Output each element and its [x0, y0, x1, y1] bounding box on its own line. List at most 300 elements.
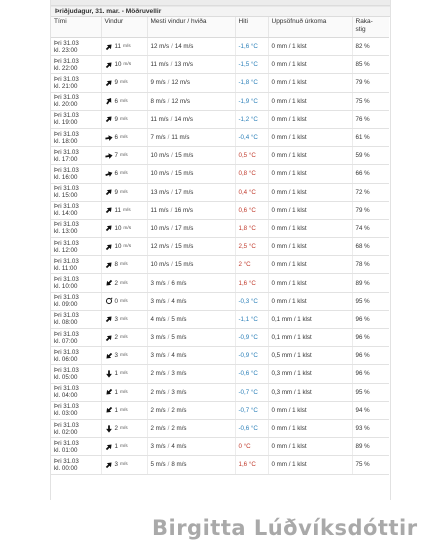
separator: / — [167, 370, 170, 378]
wind-speed: 9 — [114, 188, 118, 196]
time-cell — [51, 219, 101, 237]
gust-cell — [147, 383, 235, 401]
date-label: Þri 31.03 — [54, 221, 79, 229]
time-cell — [51, 92, 101, 110]
date-label: Þri 31.03 — [54, 403, 79, 411]
max-wind: 3 m/s — [150, 443, 166, 451]
max-wind: 9 m/s — [150, 79, 166, 87]
wind-speed: 9 — [114, 115, 118, 123]
wind-cell — [101, 219, 147, 237]
temperature-value: -1,1 — [238, 315, 250, 323]
max-wind: 11 m/s — [150, 206, 169, 214]
wind-speed: 1 — [114, 406, 118, 414]
max-wind: 13 m/s — [150, 188, 170, 196]
wind-speed: 1 — [114, 388, 118, 396]
temperature-unit: °C — [243, 443, 251, 451]
wind-cell — [101, 92, 147, 110]
temp-cell — [235, 401, 268, 419]
gust-cell — [147, 274, 235, 292]
max-gust: 14 m/s — [174, 115, 193, 123]
max-gust: 16 m/s — [174, 206, 193, 214]
max-wind: 10 m/s — [150, 152, 170, 160]
wind-direction-arrow-icon — [105, 224, 113, 232]
temp-cell — [235, 128, 268, 146]
separator: / — [167, 388, 170, 396]
wind-speed: 0 — [114, 297, 118, 305]
time-cell — [51, 256, 101, 274]
hour-label: kl. 16:00 — [54, 173, 78, 181]
temperature-unit: °C — [250, 425, 258, 433]
separator: / — [171, 43, 173, 51]
date-label: Þri 31.03 — [54, 130, 79, 138]
temp-cell — [235, 329, 268, 347]
max-wind: 10 m/s — [150, 261, 170, 269]
gust-cell — [147, 92, 235, 110]
separator: / — [167, 134, 170, 142]
temperature-unit: °C — [248, 188, 256, 196]
precip-cell: 0 mm / 1 klst — [268, 147, 352, 165]
wind-cell — [101, 365, 147, 383]
temp-cell — [235, 238, 268, 256]
humidity-cell: 94 % — [352, 401, 389, 419]
wind-unit: m/s — [119, 189, 128, 195]
humidity-cell: 78 % — [352, 256, 389, 274]
hour-label: kl. 14:00 — [54, 210, 78, 218]
wind-unit: m/s — [119, 371, 128, 377]
wind-speed: 6 — [114, 170, 118, 178]
max-wind: 3 m/s — [150, 352, 166, 360]
observation-table — [51, 17, 389, 475]
precip-cell: 0,1 mm / 1 klst — [268, 310, 352, 328]
temperature-unit: °C — [248, 243, 256, 251]
wind-unit: m/s — [122, 44, 131, 50]
table-row — [51, 310, 389, 328]
temp-cell — [235, 365, 268, 383]
wind-speed: 9 — [114, 79, 118, 87]
max-wind: 10 m/s — [150, 170, 170, 178]
temp-cell — [235, 292, 268, 310]
hour-label: kl. 19:00 — [54, 119, 78, 127]
wind-cell — [101, 401, 147, 419]
table-row — [51, 38, 389, 56]
separator: / — [171, 224, 173, 232]
temperature-value: -0,6 — [238, 370, 250, 378]
gust-cell — [147, 128, 235, 146]
col-header-wind: Vindur — [101, 17, 147, 38]
wind-cell — [101, 201, 147, 219]
wind-cell — [101, 419, 147, 437]
table-row — [51, 292, 389, 310]
wind-cell — [101, 438, 147, 456]
wind-speed: 2 — [114, 425, 118, 433]
time-cell — [51, 438, 101, 456]
precip-cell: 0 mm / 1 klst — [268, 74, 352, 92]
hour-label: kl. 01:00 — [54, 446, 78, 454]
gust-cell — [147, 38, 235, 56]
gust-cell — [147, 201, 235, 219]
max-gust: 5 m/s — [171, 315, 187, 323]
date-label: Þri 31.03 — [54, 148, 79, 156]
hour-label: kl. 13:00 — [54, 228, 78, 236]
table-row — [51, 238, 389, 256]
max-gust: 13 m/s — [174, 61, 193, 69]
precip-cell: 0 mm / 1 klst — [268, 274, 352, 292]
gust-cell — [147, 310, 235, 328]
hour-label: kl. 20:00 — [54, 101, 78, 109]
wind-unit: m/s — [119, 153, 128, 159]
observation-panel — [50, 0, 391, 500]
max-gust: 3 m/s — [171, 370, 187, 378]
table-row — [51, 438, 389, 456]
wind-speed: 2 — [114, 334, 118, 342]
hour-label: kl. 08:00 — [54, 319, 78, 327]
temperature-value: 0,5 — [238, 152, 248, 160]
max-wind: 5 m/s — [150, 461, 166, 469]
separator: / — [167, 425, 170, 433]
time-cell — [51, 383, 101, 401]
time-cell — [51, 128, 101, 146]
wind-speed: 3 — [114, 315, 118, 323]
time-cell — [51, 365, 101, 383]
wind-cell — [101, 256, 147, 274]
wind-cell — [101, 110, 147, 128]
wind-cell — [101, 165, 147, 183]
wind-unit: m/s — [119, 80, 128, 86]
date-label: Þri 31.03 — [54, 294, 79, 302]
wind-speed: 10 — [114, 224, 122, 232]
separator: / — [170, 206, 173, 214]
max-gust: 3 m/s — [171, 388, 187, 396]
separator: / — [171, 188, 173, 196]
temp-cell — [235, 219, 268, 237]
date-label: Þri 31.03 — [54, 457, 79, 465]
gust-cell — [147, 56, 235, 74]
max-wind: 3 m/s — [150, 334, 166, 342]
table-row — [51, 419, 389, 437]
separator: / — [167, 79, 170, 87]
temp-cell — [235, 256, 268, 274]
precip-cell: 0 mm / 1 klst — [268, 183, 352, 201]
max-wind: 8 m/s — [150, 97, 166, 105]
temperature-value: 0,8 — [238, 170, 248, 178]
humidity-cell: 75 % — [352, 456, 389, 474]
wind-speed: 3 — [114, 461, 118, 469]
hour-label: kl. 07:00 — [54, 337, 78, 345]
hour-label: kl. 22:00 — [54, 64, 78, 72]
hour-label: kl. 06:00 — [54, 355, 78, 363]
humidity-cell: 89 % — [352, 274, 389, 292]
max-gust: 5 m/s — [171, 334, 187, 342]
temperature-value: 2,5 — [238, 243, 248, 251]
temp-cell — [235, 438, 268, 456]
temperature-unit: °C — [250, 79, 258, 87]
max-wind: 12 m/s — [150, 243, 170, 251]
separator: / — [171, 170, 173, 178]
wind-unit: m/s — [122, 207, 131, 213]
table-row — [51, 56, 389, 74]
precip-cell: 0 mm / 1 klst — [268, 438, 352, 456]
time-cell — [51, 165, 101, 183]
max-gust: 2 m/s — [171, 406, 187, 414]
hour-label: kl. 02:00 — [54, 428, 78, 436]
temperature-value: -0,7 — [238, 406, 250, 414]
max-gust: 15 m/s — [174, 170, 194, 178]
max-wind: 12 m/s — [150, 43, 170, 51]
separator: / — [167, 279, 170, 287]
temperature-unit: °C — [248, 170, 256, 178]
time-cell — [51, 292, 101, 310]
table-row — [51, 165, 389, 183]
temperature-value: 2 — [238, 261, 242, 269]
wind-direction-arrow-icon — [105, 461, 113, 469]
gust-cell — [147, 438, 235, 456]
hour-label: kl. 18:00 — [54, 137, 78, 145]
time-cell — [51, 38, 101, 56]
precip-cell: 0,3 mm / 1 klst — [268, 383, 352, 401]
max-wind: 3 m/s — [150, 297, 166, 305]
precip-cell: 0 mm / 1 klst — [268, 292, 352, 310]
precip-cell: 0 mm / 1 klst — [268, 110, 352, 128]
wind-direction-arrow-icon — [105, 261, 113, 269]
temp-cell — [235, 74, 268, 92]
wind-speed: 2 — [114, 279, 118, 287]
precip-cell: 0 mm / 1 klst — [268, 219, 352, 237]
temperature-unit: °C — [250, 334, 258, 342]
hour-label: kl. 17:00 — [54, 155, 78, 163]
wind-unit: m/s — [119, 426, 128, 432]
gust-cell — [147, 347, 235, 365]
humidity-cell: 96 % — [352, 329, 389, 347]
wind-direction-arrow-icon — [105, 243, 113, 251]
temperature-unit: °C — [250, 406, 258, 414]
humidity-cell: 96 % — [352, 365, 389, 383]
max-gust: 8 m/s — [171, 461, 187, 469]
max-wind: 11 m/s — [150, 115, 169, 123]
max-wind: 2 m/s — [150, 370, 166, 378]
separator: / — [167, 443, 170, 451]
max-wind: 2 m/s — [150, 388, 166, 396]
wind-unit: m/s — [119, 407, 128, 413]
hour-label: kl. 21:00 — [54, 82, 78, 90]
photographer-watermark: Birgitta Lúðvíksdóttir — [152, 516, 418, 540]
precip-cell: 0,5 mm / 1 klst — [268, 347, 352, 365]
wind-direction-arrow-icon — [105, 279, 113, 287]
humidity-cell: 85 % — [352, 56, 389, 74]
time-cell — [51, 274, 101, 292]
col-header-temp: Hiti — [235, 17, 268, 38]
wind-direction-arrow-icon — [105, 43, 113, 51]
humidity-cell: 79 % — [352, 201, 389, 219]
wind-direction-arrow-icon — [105, 61, 113, 69]
temperature-unit: °C — [250, 43, 258, 51]
table-row — [51, 74, 389, 92]
wind-speed: 11 — [114, 43, 121, 51]
wind-speed: 7 — [114, 152, 118, 160]
temperature-unit: °C — [248, 206, 256, 214]
temperature-value: 0,4 — [238, 188, 248, 196]
temperature-unit: °C — [248, 224, 256, 232]
humidity-cell: 59 % — [352, 147, 389, 165]
temperature-value: -1,8 — [238, 79, 250, 87]
table-row — [51, 128, 389, 146]
wind-unit: m/s — [119, 462, 128, 468]
wind-unit: m/s — [119, 298, 128, 304]
date-label: Þri 31.03 — [54, 421, 79, 429]
separator: / — [171, 152, 173, 160]
max-gust: 15 m/s — [174, 152, 194, 160]
hour-label: kl. 10:00 — [54, 283, 78, 291]
separator: / — [167, 406, 170, 414]
date-label: Þri 31.03 — [54, 57, 79, 65]
time-cell — [51, 183, 101, 201]
temp-cell — [235, 201, 268, 219]
wind-cell — [101, 147, 147, 165]
wind-direction-arrow-icon — [105, 188, 113, 196]
temperature-unit: °C — [250, 370, 258, 378]
date-label: Þri 31.03 — [54, 185, 79, 193]
wind-unit: m/s — [119, 316, 128, 322]
wind-cell — [101, 292, 147, 310]
wind-cell — [101, 310, 147, 328]
temperature-unit: °C — [250, 352, 258, 360]
wind-direction-arrow-icon — [105, 388, 113, 396]
wind-cell — [101, 329, 147, 347]
temp-cell — [235, 310, 268, 328]
temp-cell — [235, 419, 268, 437]
max-gust: 4 m/s — [171, 443, 187, 451]
wind-unit: m/s — [123, 244, 132, 250]
precip-cell: 0 mm / 1 klst — [268, 56, 352, 74]
temperature-unit: °C — [248, 152, 256, 160]
date-label: Þri 31.03 — [54, 276, 79, 284]
humidity-cell: 95 % — [352, 292, 389, 310]
temp-cell — [235, 147, 268, 165]
wind-cell — [101, 383, 147, 401]
wind-unit: m/s — [119, 262, 128, 268]
wind-direction-arrow-icon — [105, 315, 113, 323]
wind-cell — [101, 347, 147, 365]
wind-cell — [101, 56, 147, 74]
temperature-unit: °C — [243, 261, 251, 269]
table-row — [51, 183, 389, 201]
hour-label: kl. 11:00 — [54, 264, 77, 272]
wind-unit: m/s — [119, 171, 128, 177]
humidity-cell: 61 % — [352, 128, 389, 146]
precip-cell: 0 mm / 1 klst — [268, 456, 352, 474]
temperature-unit: °C — [250, 297, 258, 305]
separator: / — [170, 61, 173, 69]
date-label: Þri 31.03 — [54, 330, 79, 338]
max-gust: 4 m/s — [171, 297, 187, 305]
humidity-cell: 93 % — [352, 419, 389, 437]
temperature-value: -0,9 — [238, 334, 250, 342]
wind-unit: m/s — [119, 444, 128, 450]
table-row — [51, 347, 389, 365]
wind-direction-arrow-icon — [105, 170, 113, 178]
date-label: Þri 31.03 — [54, 348, 79, 356]
separator: / — [170, 115, 173, 123]
precip-cell: 0,1 mm / 1 klst — [268, 329, 352, 347]
table-row — [51, 256, 389, 274]
hour-label: kl. 09:00 — [54, 301, 78, 309]
wind-speed: 10 — [114, 243, 122, 251]
wind-speed: 3 — [114, 352, 118, 360]
separator: / — [171, 243, 173, 251]
humidity-cell: 74 % — [352, 219, 389, 237]
wind-unit: m/s — [119, 98, 128, 104]
wind-direction-arrow-icon — [105, 97, 113, 105]
col-header-precip: Uppsöfnuð úrkoma — [268, 17, 352, 38]
time-cell — [51, 201, 101, 219]
max-gust: 6 m/s — [171, 279, 187, 287]
gust-cell — [147, 419, 235, 437]
temp-cell — [235, 56, 268, 74]
wind-speed: 8 — [114, 261, 118, 269]
time-cell — [51, 456, 101, 474]
precip-cell: 0 mm / 1 klst — [268, 165, 352, 183]
time-cell — [51, 329, 101, 347]
table-row — [51, 383, 389, 401]
temperature-value: 1,6 — [238, 279, 248, 287]
humidity-cell: 89 % — [352, 438, 389, 456]
temperature-unit: °C — [250, 61, 258, 69]
wind-speed: 1 — [114, 370, 118, 378]
col-header-humidity: Raka- stig — [352, 17, 389, 38]
table-row — [51, 329, 389, 347]
table-header-row — [51, 17, 389, 38]
temperature-value: -1,2 — [238, 115, 250, 123]
wind-cell — [101, 38, 147, 56]
max-gust: 17 m/s — [174, 188, 194, 196]
gust-cell — [147, 256, 235, 274]
table-row — [51, 201, 389, 219]
wind-speed: 6 — [114, 97, 118, 105]
wind-speed: 6 — [114, 134, 118, 142]
precip-cell: 0 mm / 1 klst — [268, 419, 352, 437]
wind-unit: m/s — [123, 62, 132, 68]
separator: / — [167, 315, 170, 323]
time-cell — [51, 347, 101, 365]
max-wind: 11 m/s — [150, 61, 169, 69]
temperature-unit: °C — [248, 461, 256, 469]
date-label: Þri 31.03 — [54, 366, 79, 374]
wind-direction-arrow-icon — [105, 352, 113, 360]
date-label: Þri 31.03 — [54, 75, 79, 83]
time-cell — [51, 310, 101, 328]
gust-cell — [147, 365, 235, 383]
humidity-cell: 66 % — [352, 165, 389, 183]
temperature-value: 0,6 — [238, 206, 248, 214]
max-wind: 10 m/s — [150, 224, 170, 232]
max-gust: 12 m/s — [171, 97, 190, 105]
date-label: Þri 31.03 — [54, 94, 79, 102]
gust-cell — [147, 183, 235, 201]
wind-unit: m/s — [119, 135, 128, 141]
separator: / — [167, 334, 170, 342]
wind-unit: m/s — [119, 335, 128, 341]
humidity-cell: 82 % — [352, 38, 389, 56]
table-row — [51, 365, 389, 383]
time-cell — [51, 147, 101, 165]
wind-direction-arrow-icon — [105, 370, 113, 378]
temp-cell — [235, 165, 268, 183]
table-row — [51, 92, 389, 110]
time-cell — [51, 110, 101, 128]
table-row — [51, 110, 389, 128]
wind-direction-arrow-icon — [105, 134, 113, 142]
gust-cell — [147, 165, 235, 183]
separator: / — [167, 97, 170, 105]
